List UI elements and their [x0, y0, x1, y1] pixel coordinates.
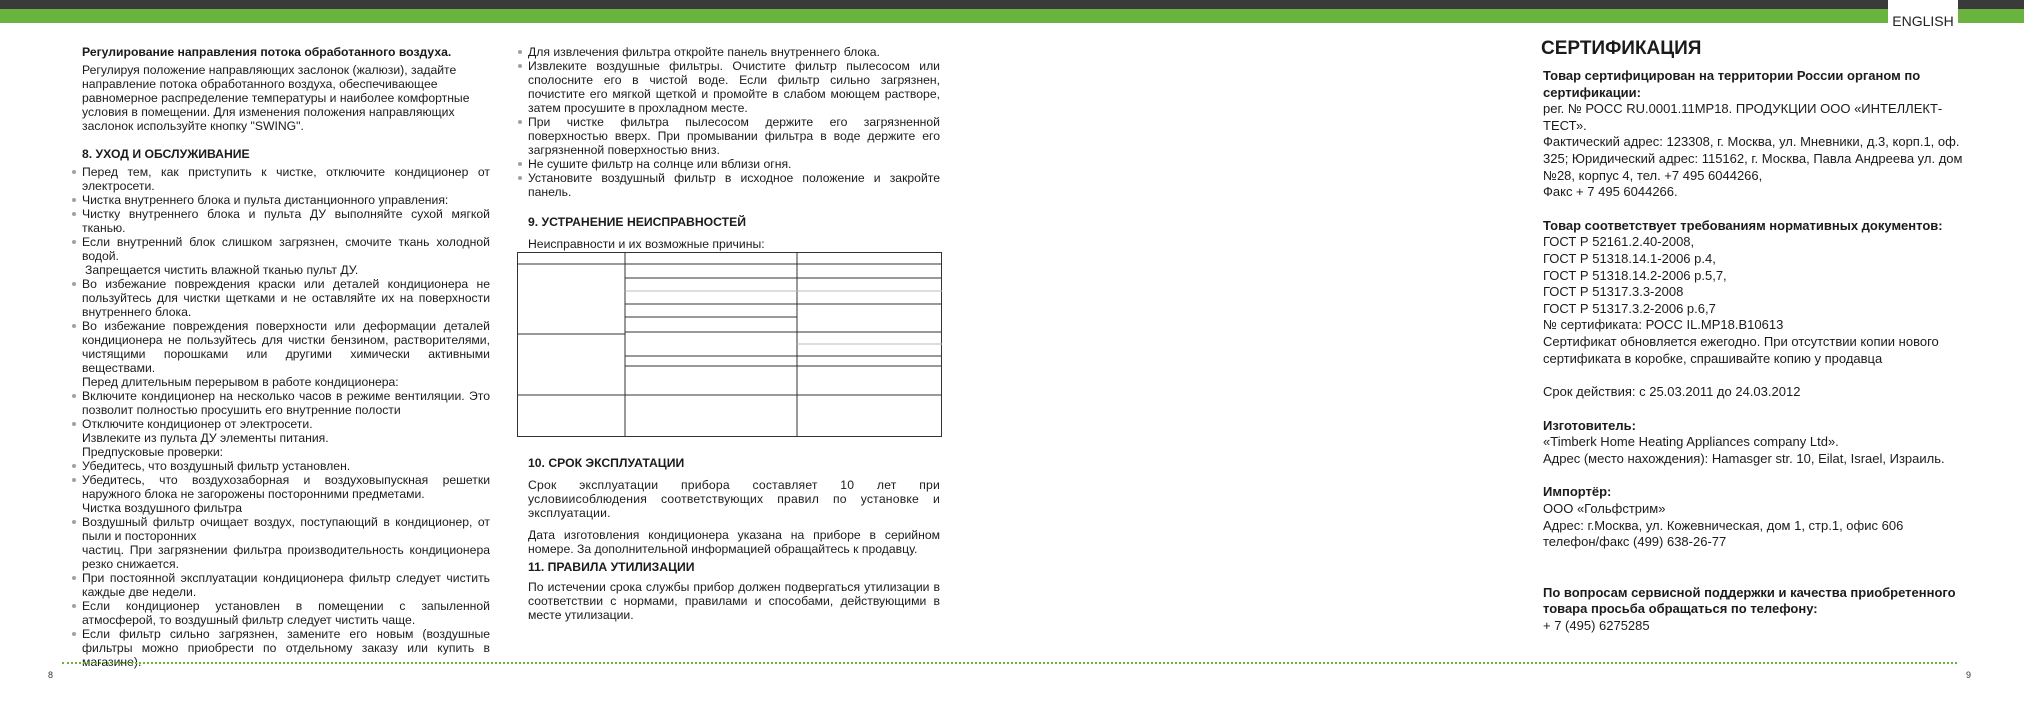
column-right — [1543, 38, 1963, 635]
cert-head: Товар сертифицирован на территории России органом по сертификации: — [1543, 68, 1921, 100]
top-bar-dark — [0, 0, 2024, 9]
care-item: Во избежание повреждения краски или деталей кондиционера не пользуйтесь для чистки щетками и не оставляйте их на поверхности внутреннего блока. — [82, 277, 490, 319]
care-item: Убедитесь, что воздухозаборная и воздуховыпускная решетки наружного блока не загорожены посторонними предметами. — [82, 473, 490, 501]
filter-item: Извлеките воздушные фильтры. Очистите фильтр пылесосом или сполосните его в чистой воде. Если фильтр сильно загрязнен, почистите его мягкой щеткой и промойте в слабом моющем растворе, затем просушите в прохладном месте. — [528, 59, 940, 115]
norm-line: ГОСТ Р 51318.14.1-2006 р.4, — [1543, 250, 1716, 266]
care-note: Запрещается чистить влажной тканью пульт ДУ. — [85, 263, 359, 277]
norm-line: ГОСТ Р 51317.3.2-2006 р.6,7 — [1543, 300, 1716, 316]
care-note: Извлеките из пульта ДУ элементы питания. — [82, 431, 329, 445]
importer-line: ООО «Гольфстрим» — [1543, 501, 1666, 517]
care-item: Включите кондиционер на несколько часов в режиме вентиляции. Это позволит полностью просушить его внутренние полости — [82, 389, 490, 417]
filter-item: Не сушите фильтр на солнце или вблизи огня. — [528, 157, 940, 171]
troubleshooting-table — [517, 252, 942, 437]
validity: Срок действия: с 25.03.2011 до 24.03.2012 — [1543, 384, 1801, 400]
support-head: По вопросам сервисной поддержки и качества приобретенного товара просьба обращаться по телефону: — [1543, 584, 1956, 617]
care-item: Если кондиционер установлен в помещении с запыленной атмосферой, то воздушный фильтр следует чистить чаще. — [82, 599, 490, 627]
maker-line: «Timberk Home Heating Appliances company Ltd». — [1543, 434, 1839, 450]
column-middle-lower — [528, 456, 940, 622]
page-number-right: 9 — [1966, 670, 1972, 680]
cert-number: № сертификата: РОСС IL.МР18.В10613 — [1543, 317, 1784, 333]
date-text: Дата изготовления кондиционера указана на приборе в серийном номере. За дополнительной информацией обращайтесь к продавцу. — [528, 528, 940, 556]
page-number-left: 8 — [48, 670, 54, 680]
cert-line: Фактический адрес: 123308, г. Москва, ул. Мневники, д.3, корп.1, оф. 325; Юридический адрес: 115162, г. Москва, Павла Андреева ул. дом №28, корпус 4, тел. +7 495 6044266, — [1543, 134, 1963, 183]
care-note: Предпусковые проверки: — [82, 445, 224, 459]
care-item: При постоянной эксплуатации кондиционера фильтр следует чистить каждые две недели. — [82, 571, 490, 599]
cert-note: Сертификат обновляется ежегодно. При отсутствии копии нового сертификата в коробке, спрашивайте копию у продавца — [1543, 333, 1939, 366]
care-note: частиц. При загрязнении фильтра производительность кондиционера резко снижается. — [82, 543, 490, 571]
life-text: Срок эксплуатации прибора составляет 10 лет при условиисоблюдения соответствующих правил по установке и эксплуатации. — [528, 478, 940, 520]
care-item: Во избежание повреждения поверхности или деформации деталей кондиционера не пользуйтесь для чистки бензином, растворителями, чистящими порошками или другими химически активными веществами. — [82, 319, 490, 375]
trouble-text: Неисправности и их возможные причины: — [528, 237, 765, 251]
cert-title: СЕРТИФИКАЦИЯ — [1541, 38, 1702, 59]
norm-line: ГОСТ Р 51318.14.2-2006 р.5,7, — [1543, 267, 1727, 283]
support-phone: + 7 (495) 6275285 — [1543, 618, 1650, 634]
care-item: Чистка внутреннего блока и пульта дистанционного управления: — [82, 193, 490, 207]
care-item: Убедитесь, что воздушный фильтр установлен. — [82, 459, 490, 473]
care-item: Если внутренний блок слишком загрязнен, смочите ткань холодной водой. — [82, 235, 490, 263]
disposal-title: 11. ПРАВИЛА УТИЛИЗАЦИИ — [528, 560, 695, 574]
norms-head: Товар соответствует требованиям нормативных документов: — [1543, 217, 1943, 233]
care-note: Чистка воздушного фильтра — [82, 501, 242, 515]
airflow-title: Регулирование направления потока обработанного воздуха. — [82, 45, 452, 59]
care-item: Чистку внутреннего блока и пульта ДУ выполняйте сухой мягкой тканью. — [82, 207, 490, 235]
care-note: Перед длительным перерывом в работе кондиционера: — [82, 375, 399, 389]
importer-line: Адрес: г.Москва, ул. Кожевническая, дом 1, стр.1, офис 606 — [1543, 517, 1904, 533]
top-bar-green — [0, 9, 2024, 23]
footer-divider — [62, 662, 1957, 664]
maker-line: Адрес (место нахождения): Hamasger str. 10, Eilat, Israel, Израиль. — [1543, 450, 1945, 466]
cert-line: рег. № РОСС RU.0001.11МР18. ПРОДУКЦИИ ООО «ИНТЕЛЛЕКТ-ТЕСТ». — [1543, 101, 1943, 133]
trouble-title: 9. УСТРАНЕНИЕ НЕИСПРАВНОСТЕЙ — [528, 215, 746, 229]
maker-head: Изготовитель: — [1543, 417, 1636, 433]
airflow-text: Регулируя положение направляющих заслонок (жалюзи), задайте направление потока обработанного воздуха, обеспечивающее равномерное распределение температуры и наиболее комфортные условия в помещении. Для изменения положения направляющих заслонок используйте кнопку "SWING". — [82, 63, 470, 133]
cert-line: Факс + 7 495 6044266. — [1543, 184, 1678, 200]
importer-line: телефон/факс (499) 638-26-77 — [1543, 534, 1727, 550]
language-tab: ENGLISH — [1888, 0, 1958, 34]
care-item: Воздушный фильтр очищает воздух, поступающий в кондиционер, от пыли и посторонних — [82, 515, 490, 543]
importer-head: Импортёр: — [1543, 484, 1612, 500]
life-title: 10. СРОК ЭКСПЛУАТАЦИИ — [528, 456, 685, 470]
filter-item: При чистке фильтра пылесосом держите его загрязненной поверхностью вверх. При промывании фильтра в воде держите его загрязненной поверхностью вниз. — [528, 115, 940, 157]
care-item: Перед тем, как приступить к чистке, отключите кондиционер от электросети. — [82, 165, 490, 193]
column-left — [82, 45, 490, 669]
care-title: 8. УХОД И ОБСЛУЖИВАНИЕ — [82, 147, 250, 161]
norm-line: ГОСТ Р 51317.3.3-2008 — [1543, 284, 1684, 300]
filter-item: Для извлечения фильтра откройте панель внутреннего блока. — [528, 45, 940, 59]
column-middle — [528, 45, 940, 251]
norm-line: ГОСТ Р 52161.2.40-2008, — [1543, 234, 1695, 250]
filter-item: Установите воздушный фильтр в исходное положение и закройте панель. — [528, 171, 940, 199]
care-item: Отключите кондиционер от электросети. — [82, 417, 490, 431]
disposal-text: По истечении срока службы прибор должен подвергаться утилизации в соответствии с нормами, правилами и способами, действующими в месте утилизации. — [528, 580, 940, 622]
care-item: Если фильтр сильно загрязнен, замените его новым (воздушные фильтры можно приобрести по отдельному заказу или купить в магазине). — [82, 627, 490, 669]
